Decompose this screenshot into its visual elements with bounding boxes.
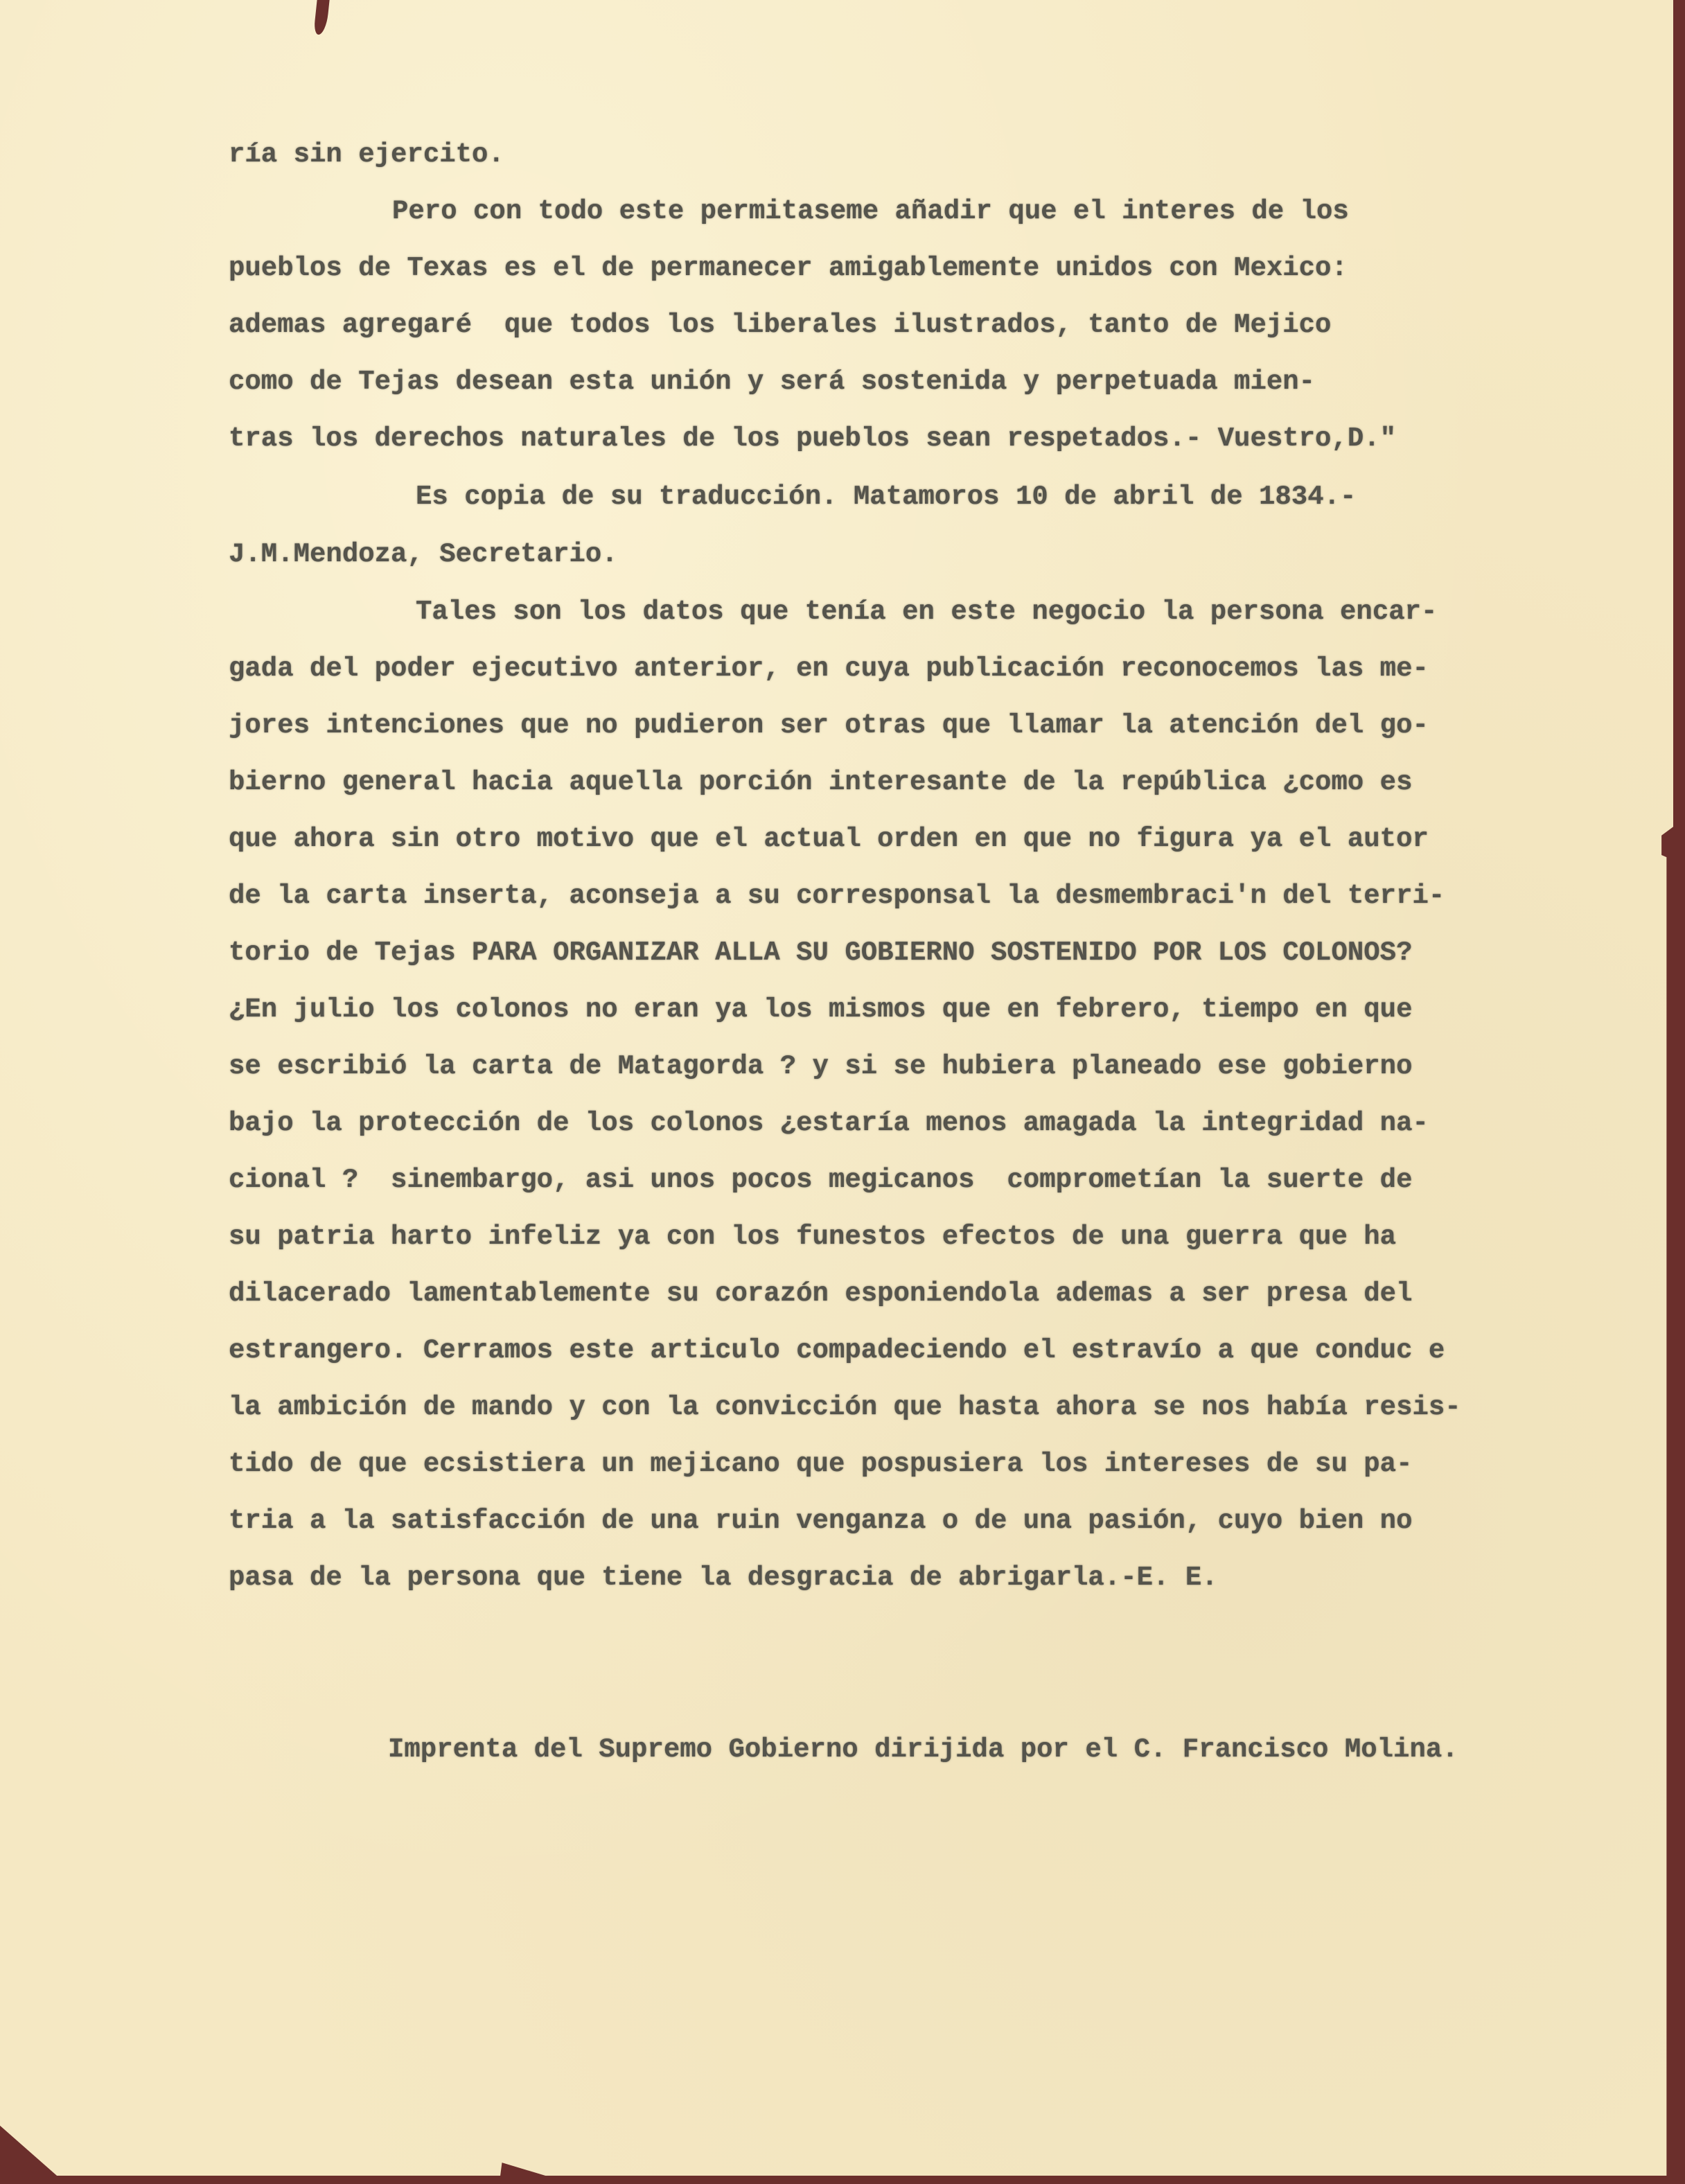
imprint-line: Imprenta del Supremo Gobierno dirijida por el C. Francisco Molina. (388, 1734, 1458, 1765)
text-line: pueblos de Texas es el de permanecer amigablemente unidos con Mexico: (229, 253, 1348, 283)
text-line: pasa de la persona que tiene la desgracia de abrigarla.-E. E. (229, 1562, 1218, 1593)
text-line: Pero con todo este permitaseme añadir que el interes de los (392, 196, 1349, 227)
text-line: se escribió la carta de Matagorda ? y si se hubiera planeado ese gobierno (229, 1051, 1413, 1082)
text-line: ademas agregaré que todos los liberales ilustrados, tanto de Mejico (229, 310, 1332, 340)
text-line: cional ? sinembargo, asi unos pocos megicanos comprometían la suerte de (229, 1165, 1413, 1195)
text-line: su patria harto infeliz ya con los funestos efectos de una guerra que ha (229, 1222, 1397, 1252)
text-line: de la carta inserta, aconseja a su corresponsal la desmembraci'n del terri- (229, 881, 1445, 911)
text-line: dilacerado lamentablemente su corazón esponiendola ademas a ser presa del (229, 1278, 1413, 1309)
text-line: torio de Tejas PARA ORGANIZAR ALLA SU GOBIERNO SOSTENIDO POR LOS COLONOS? (229, 937, 1413, 968)
text-line: jores intenciones que no pudieron ser otras que llamar la atención del go- (229, 710, 1429, 741)
text-line: tras los derechos naturales de los pueblos sean respetados.- Vuestro,D." (229, 423, 1397, 454)
text-line: bajo la protección de los colonos ¿estaría menos amagada la integridad na- (229, 1108, 1429, 1138)
text-line: Tales son los datos que tenía en este negocio la persona encar- (416, 597, 1438, 627)
text-line: que ahora sin otro motivo que el actual orden en que no figura ya el autor (229, 824, 1429, 854)
text-line: gada del poder ejecutivo anterior, en cuya publicación reconocemos las me- (229, 653, 1429, 684)
text-line: ¿En julio los colonos no eran ya los mismos que en febrero, tiempo en que (229, 994, 1413, 1025)
text-line: tria a la satisfacción de una ruin venganza o de una pasión, cuyo bien no (229, 1506, 1413, 1536)
text-line: como de Tejas desean esta unión y será sostenida y perpetuada mien- (229, 367, 1316, 397)
text-line: la ambición de mando y con la convicción que hasta ahora se nos había resis- (229, 1392, 1461, 1423)
text-line: bierno general hacia aquella porción interesante de la república ¿como es (229, 767, 1413, 798)
signature-line: J.M.Mendoza, Secretario. (229, 539, 618, 570)
text-line: ría sin ejercito. (229, 139, 504, 170)
text-line: estrangero. Cerramos este articulo compadeciendo el estravío a que conduc e (229, 1335, 1445, 1366)
text-line: Es copia de su traducción. Matamoros 10 de abril de 1834.- (416, 482, 1357, 512)
text-line: tido de que ecsistiera un mejicano que pospusiera los intereses de su pa- (229, 1449, 1413, 1479)
